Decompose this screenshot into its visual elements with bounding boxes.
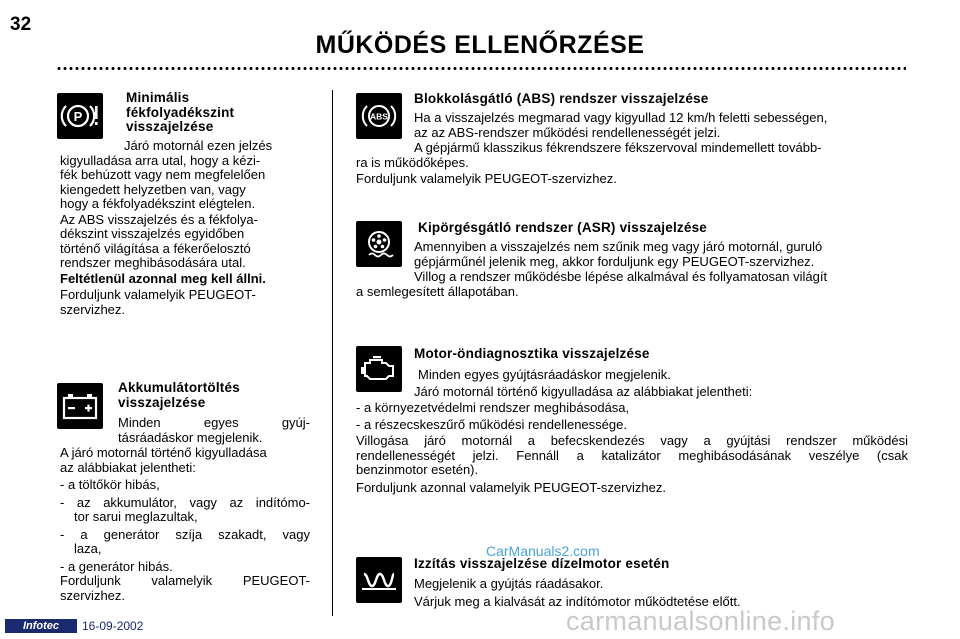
section-title-engine: Motor-öndiagnosztika visszajelzése <box>414 346 650 361</box>
watermark-top: CarManuals2.com <box>486 543 600 559</box>
section-body-glow: Megjelenik a gyújtás ráadásakor. Várjuk meg a kialvását az indítómotor működtetése előtt. <box>414 576 741 609</box>
section-title-glow: Izzítás visszajelzése dízelmotor esetén <box>414 556 670 571</box>
svg-text:ABS: ABS <box>370 111 388 122</box>
svg-text:P: P <box>73 109 83 124</box>
stop-warning: Feltétlenül azonnal meg kell állni. <box>60 270 266 286</box>
section-body-engine: Minden egyes gyújtásráadáskor megjelenik. Járó motornál történő kigyulladása az alábbiakat jelentheti: - a környezetvédelmi rendszer meghibásodása, - a részecskeszűrő működési rendellenessége. Villogása járó motornál a befecskendezés vagy a gyújtási rendszer működési rendellenességét jelzi. Fennáll a katalizátor meghibásodásának veszélye (csak benzinmotor esetén). Forduljunk azonnal valamelyik PEUGEOT-szervizhez. <box>356 367 908 495</box>
section-title-abs: Blokkolásgátló (ABS) rendszer visszajelzése <box>414 91 709 106</box>
infotec-logo: Infotec <box>5 619 77 633</box>
section-body-min-fluid: Járó motornál ezen jelzés kigyulladása arra utal, hogy a kézi- fék behúzott vagy nem megfelelően kiengedett helyzetben van, vagy hogy a fékfolyadékszint elégtelen. Az ABS visszajelzés és a fékfolya- dékszint visszajelzés egyidőben történő világítása a fékerőelosztó rendszer meghibásodására utal. Feltétlenül azonnal meg kell állni. Forduljunk valamelyik PEUGEOT- szervizhez. <box>60 139 310 317</box>
section-title-battery: Akkumulátortöltés visszajelzése <box>118 380 240 410</box>
page-title: MŰKÖDÉS ELLENŐRZÉSE <box>315 31 645 59</box>
column-divider <box>332 90 333 616</box>
page-number: 32 <box>10 14 32 35</box>
glow-plug-icon <box>356 557 402 603</box>
section-body-asr: Amennyiben a visszajelzés nem szűnik meg vagy járó motornál, guruló gépjárműnél jelenik meg, akkor forduljunk egy PEUGEOT-szervizhez. Villog a rendszer működésbe lépése alkalmával és follyamatosan világít a semlegesített állapotában. <box>356 239 828 299</box>
section-body-battery: A járó motornál történő kigyulladása az alábbiakat jelentheti: - a töltőkör hibás, - az akkumulátor, vagy az indítómo- tor sarui meglazultak, - a generátor szíja szakadt, vagy laza, - a generátor hibás. Forduljunk valamelyik PEUGEOT- szervizhez. <box>60 445 310 603</box>
section-body-abs: Ha a visszajelzés megmarad vagy kigyullad 12 km/h feletti sebességen, az az ABS-rendszer működési rendellenességét jelzi. A gépjármű klasszikus fékrendszere fékszervoval mindemellett tovább- ra is működőképes. Forduljunk valamelyik PEUGEOT-szervizhez. <box>356 110 828 186</box>
section-title-asr: Kipörgésgátló rendszer (ASR) visszajelzése <box>418 220 707 235</box>
dotted-divider <box>56 66 906 71</box>
brake-warning-icon <box>57 93 103 139</box>
watermark-bottom: carmanualsonline.info <box>566 606 835 636</box>
section-title-min-fluid: Minimális fékfolyadékszint visszajelzése <box>126 90 235 134</box>
battery-icon <box>57 383 103 429</box>
footer-date: 16-09-2002 <box>82 619 144 633</box>
battery-intro: Minden egyes gyúj- tásráadáskor megjelenik. <box>118 415 310 445</box>
